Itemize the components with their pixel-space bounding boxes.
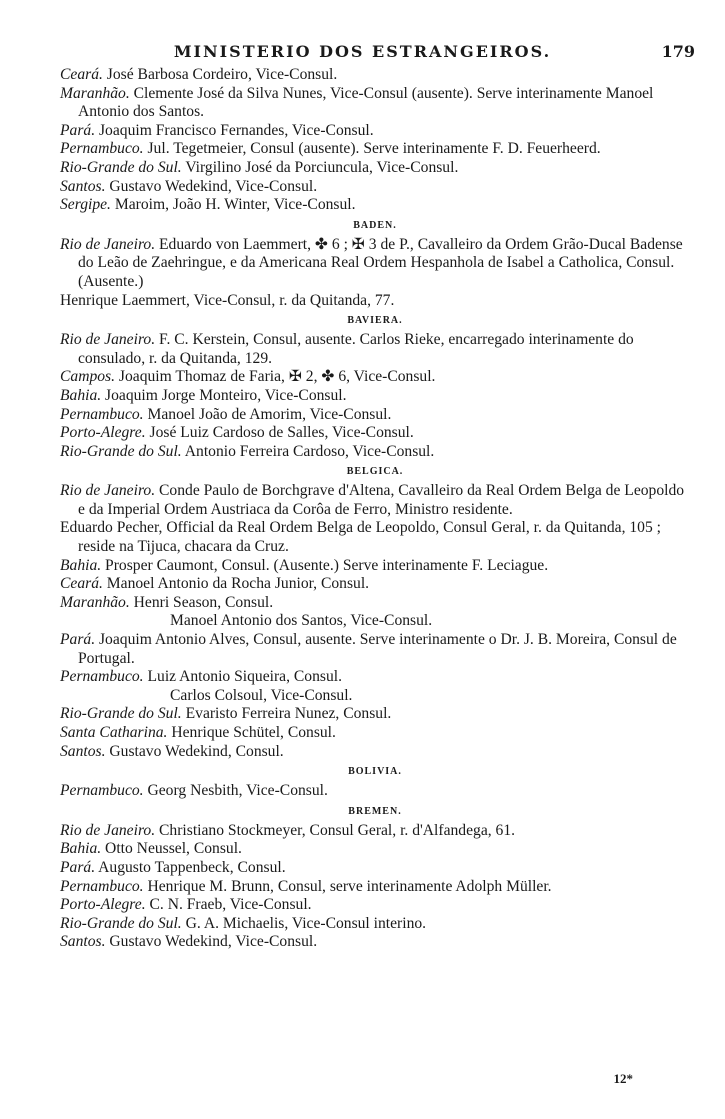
entry-text: Gustavo Wedekind, Vice-Consul. — [105, 933, 318, 951]
entry — [60, 387, 690, 406]
entry-place: Pernambuco. — [60, 877, 144, 895]
entry-place: Rio de Janeiro. — [60, 235, 156, 253]
entry-text: Henrique Schütel, Consul. — [167, 724, 336, 741]
section — [60, 66, 690, 215]
entry-text: Joaquim Jorge Monteiro, Vice-Consul. — [101, 386, 347, 404]
entry-text: Manoel Antonio da Rocha Junior, Consul. — [102, 575, 370, 593]
entry — [60, 66, 690, 85]
entry-place: Ceará. — [60, 66, 103, 83]
entry — [60, 705, 690, 724]
entry-text: Evaristo Ferreira Nunez, Consul. — [181, 705, 392, 723]
entry-place: Pará. — [60, 858, 96, 876]
entry-text: Antonio Ferreira Cardoso, Vice-Consul. — [181, 442, 435, 460]
entry-place: Pernambuco. — [60, 782, 144, 800]
entry-text: Joaquim Francisco Fernandes, Vice-Consul. — [95, 121, 374, 139]
entry-text: G. A. Michaelis, Vice-Consul interino. — [181, 914, 427, 932]
entry — [60, 292, 690, 311]
entry — [60, 519, 690, 556]
entry — [60, 331, 690, 368]
entry-place: Rio-Grande do Sul. — [60, 158, 182, 176]
entry-place: Rio de Janeiro. — [60, 821, 156, 839]
entry-place: Pará. — [60, 631, 96, 649]
entry-place: Santos. — [60, 933, 106, 951]
entry — [60, 406, 690, 425]
entry-place: Rio de Janeiro. — [60, 482, 156, 500]
section — [60, 312, 690, 461]
entry-place: Santos. — [60, 177, 106, 195]
entry-place: Pernambuco. — [60, 668, 144, 686]
entry-text: Georg Nesbith, Vice-Consul. — [143, 782, 328, 800]
section-heading: BELGICA. — [346, 466, 404, 478]
entry-place: Rio-Grande do Sul. — [60, 442, 182, 460]
entry — [60, 933, 690, 952]
section — [60, 763, 690, 801]
entry-text: Clemente José da Silva Nunes, Vice-Consul (ausente). Serve interinamente Manoel Antonio dos Santos. — [78, 84, 654, 121]
entry — [60, 822, 690, 841]
entry — [60, 85, 690, 122]
page-number: 179 — [661, 42, 695, 61]
entry — [60, 368, 690, 387]
entry-place: Santa Catharina. — [60, 724, 168, 741]
entry-place: Porto-Alegre. — [60, 424, 146, 442]
entry — [60, 840, 690, 859]
section-heading: BOLIVIA. — [348, 766, 402, 778]
entry — [60, 859, 690, 878]
entry — [60, 196, 690, 215]
entry-place: Maranhão. — [60, 593, 130, 611]
running-header — [0, 38, 725, 66]
entry — [60, 915, 690, 934]
entry-place: Pernambuco. — [60, 405, 144, 423]
entry — [60, 159, 690, 178]
entry — [60, 668, 690, 687]
entry-text: Manoel Antonio dos Santos, Vice-Consul. — [170, 612, 433, 630]
entry-text: Maroim, João H. Winter, Vice-Consul. — [110, 196, 356, 214]
entry-text: Joaquim Antonio Alves, Consul, ausente. Serve interinamente o Dr. J. B. Moreira, Consul de Portugal. — [78, 631, 677, 667]
entry — [60, 878, 690, 897]
entry-place: Rio-Grande do Sul. — [60, 914, 182, 932]
section-heading: BREMEN. — [348, 805, 402, 817]
section — [60, 217, 690, 310]
entry-place: Bahia. — [60, 556, 102, 574]
entry — [60, 631, 690, 668]
section — [60, 803, 690, 952]
entry — [60, 557, 690, 576]
entry-place: Sergipe. — [60, 196, 111, 214]
entry-place: Pernambuco. — [60, 140, 144, 158]
entry-place: Campos. — [60, 368, 116, 386]
section-heading: BAVIERA. — [347, 315, 403, 327]
entry-text: Prosper Caumont, Consul. (Ausente.) Serve interinamente F. Leciague. — [101, 556, 549, 574]
entry-text: Eduardo Pecher, Official da Real Ordem Belga de Leopoldo, Consul Geral, r. da Quitanda, 105 ; reside na Tijuca, chacara da Cruz. — [60, 519, 662, 556]
page-title: MINISTERIO DOS ESTRANGEIROS. — [173, 42, 552, 61]
entry-place: Santos. — [60, 742, 106, 760]
entry — [60, 140, 690, 159]
entry-place: Rio de Janeiro. — [60, 331, 156, 349]
entry — [60, 687, 690, 706]
section — [60, 463, 690, 761]
entry-text: C. N. Fraeb, Vice-Consul. — [145, 896, 312, 914]
entry — [60, 575, 690, 594]
entry — [60, 724, 690, 743]
entry-text: Eduardo von Laemmert, ✤ 6 ; ✠ 3 de P., Cavalleiro da Ordem Grão-Ducal Badense do Leão de Zaehringue, e da Americana Real Ordem Hespanhola de Isabel a Catholica, Consul. (Ausente.) — [78, 235, 683, 290]
entry — [60, 594, 690, 613]
entry-text: Henrique M. Brunn, Consul, serve interinamente Adolph Müller. — [143, 877, 552, 895]
entry — [60, 443, 690, 462]
entry — [60, 236, 690, 292]
entry-text: F. C. Kerstein, Consul, ausente. Carlos Rieke, encarregado interinamente do consulado, r. da Quitanda, 129. — [78, 331, 634, 367]
entry-place: Porto-Alegre. — [60, 896, 146, 914]
entry — [60, 782, 690, 801]
section-heading: BADEN. — [353, 219, 397, 231]
entry-text: José Luiz Cardoso de Salles, Vice-Consul. — [145, 424, 414, 442]
signature-mark: 12* — [613, 1071, 633, 1086]
entry-text: Conde Paulo de Borchgrave d'Altena, Cavalleiro da Real Ordem Belga de Leopoldo e da Imperial Ordem Austriaca da Corôa de Ferro, Ministro residente. — [78, 482, 685, 518]
entry-place: Ceará. — [60, 575, 103, 593]
entry-text: Manoel João de Amorim, Vice-Consul. — [143, 405, 392, 423]
entry-text: Virgilino José da Porciuncula, Vice-Consul. — [181, 158, 459, 176]
entry-text: José Barbosa Cordeiro, Vice-Consul. — [102, 66, 338, 83]
entry-place: Pará. — [60, 121, 96, 139]
entry — [60, 896, 690, 915]
entry-place: Maranhão. — [60, 84, 130, 102]
entry-text: Jul. Tegetmeier, Consul (ausente). Serve interinamente F. D. Feuerheerd. — [143, 140, 601, 158]
entry-place: Bahia. — [60, 840, 102, 858]
entry-text: Henrique Laemmert, Vice-Consul, r. da Quitanda, 77. — [60, 291, 395, 309]
entry-text: Christiano Stockmeyer, Consul Geral, r. d'Alfandega, 61. — [155, 821, 516, 839]
entry-text: Joaquim Thomaz de Faria, ✠ 2, ✤ 6, Vice-Consul. — [115, 368, 436, 386]
entry — [60, 178, 690, 197]
entry-text: Otto Neussel, Consul. — [101, 840, 242, 858]
entry-text: Gustavo Wedekind, Vice-Consul. — [105, 177, 318, 195]
entry-text: Henri Season, Consul. — [129, 593, 274, 611]
entry-text: Carlos Colsoul, Vice-Consul. — [170, 686, 353, 704]
entry — [60, 612, 690, 631]
entry — [60, 122, 690, 141]
entry-text: Augusto Tappenbeck, Consul. — [95, 858, 286, 876]
page-content — [60, 66, 690, 952]
entry-place: Bahia. — [60, 386, 102, 404]
entry-text: Luiz Antonio Siqueira, Consul. — [143, 668, 342, 686]
entry-text: Gustavo Wedekind, Consul. — [105, 742, 284, 760]
entry — [60, 743, 690, 762]
entry — [60, 424, 690, 443]
entry — [60, 482, 690, 519]
entry-place: Rio-Grande do Sul. — [60, 705, 182, 723]
